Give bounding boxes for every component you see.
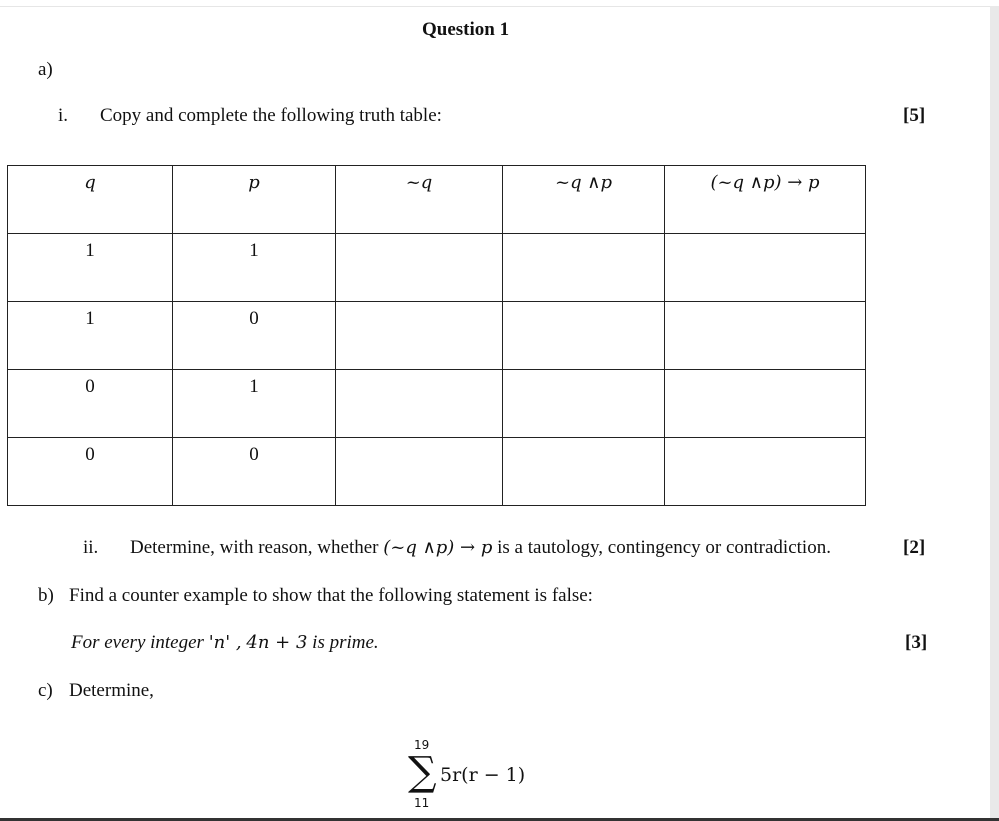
table-row (8, 234, 866, 302)
cell-not-q-and-p (503, 370, 665, 438)
page-edge-right (990, 6, 999, 821)
item-i-marks: [5] (903, 105, 926, 126)
item-ii-numeral: ii. (83, 537, 99, 558)
sum-lower-limit: 11 (414, 796, 430, 810)
statement-variable: 'n' , (208, 632, 242, 653)
cell-not-q (336, 302, 503, 370)
sum-upper-limit: 19 (414, 738, 430, 752)
cell-not-q (336, 438, 503, 506)
item-ii-sentence (130, 537, 831, 559)
sum-expression: 5r(r − 1) (440, 764, 526, 786)
item-ii-expression: (~q ∧p) → p (383, 537, 493, 558)
item-i-text: Copy and complete the following truth table: (100, 105, 442, 126)
part-c-text: Determine, (69, 680, 154, 701)
cell-q: 1 (8, 302, 173, 370)
item-ii-text-before: Determine, with reason, whether (130, 537, 379, 558)
cell-not-q (336, 234, 503, 302)
cell-not-q-and-p (503, 234, 665, 302)
table-row (8, 438, 866, 506)
header-not-q: ~q (336, 166, 503, 234)
part-b-statement (71, 632, 379, 654)
cell-not-q-and-p (503, 438, 665, 506)
statement-suffix: is prime. (312, 632, 379, 653)
table-header-row (8, 166, 866, 234)
question-title: Question 1 (422, 19, 510, 40)
cell-p: 1 (173, 234, 336, 302)
statement-expression: 4n + 3 (246, 632, 308, 653)
header-implication: (~q ∧p) → p (665, 166, 866, 234)
cell-p: 1 (173, 370, 336, 438)
cell-p: 0 (173, 302, 336, 370)
header-not-q-and-p: ~q ∧p (503, 166, 665, 234)
cell-q: 0 (8, 438, 173, 506)
cell-q: 0 (8, 370, 173, 438)
part-a-label: a) (38, 59, 53, 80)
cell-implication (665, 302, 866, 370)
part-b-marks: [3] (905, 632, 928, 653)
sigma-icon: ∑ (408, 749, 437, 795)
cell-not-q-and-p (503, 302, 665, 370)
header-p: p (173, 166, 336, 234)
item-ii-text-after: is a tautology, contingency or contradiction. (497, 537, 831, 558)
cell-implication (665, 234, 866, 302)
statement-prefix: For every integer (71, 632, 204, 653)
cell-not-q (336, 370, 503, 438)
table-row (8, 302, 866, 370)
part-b-text: Find a counter example to show that the following statement is false: (69, 585, 593, 606)
summation-formula (408, 738, 538, 818)
part-b-label: b) (38, 585, 54, 606)
page-edge-top (0, 6, 990, 7)
item-i-numeral: i. (58, 105, 69, 126)
cell-q: 1 (8, 234, 173, 302)
truth-table (7, 165, 866, 506)
cell-p: 0 (173, 438, 336, 506)
part-c-label: c) (38, 680, 53, 701)
item-ii-marks: [2] (903, 537, 926, 558)
cell-implication (665, 438, 866, 506)
cell-implication (665, 370, 866, 438)
table-row (8, 370, 866, 438)
header-q: q (8, 166, 173, 234)
